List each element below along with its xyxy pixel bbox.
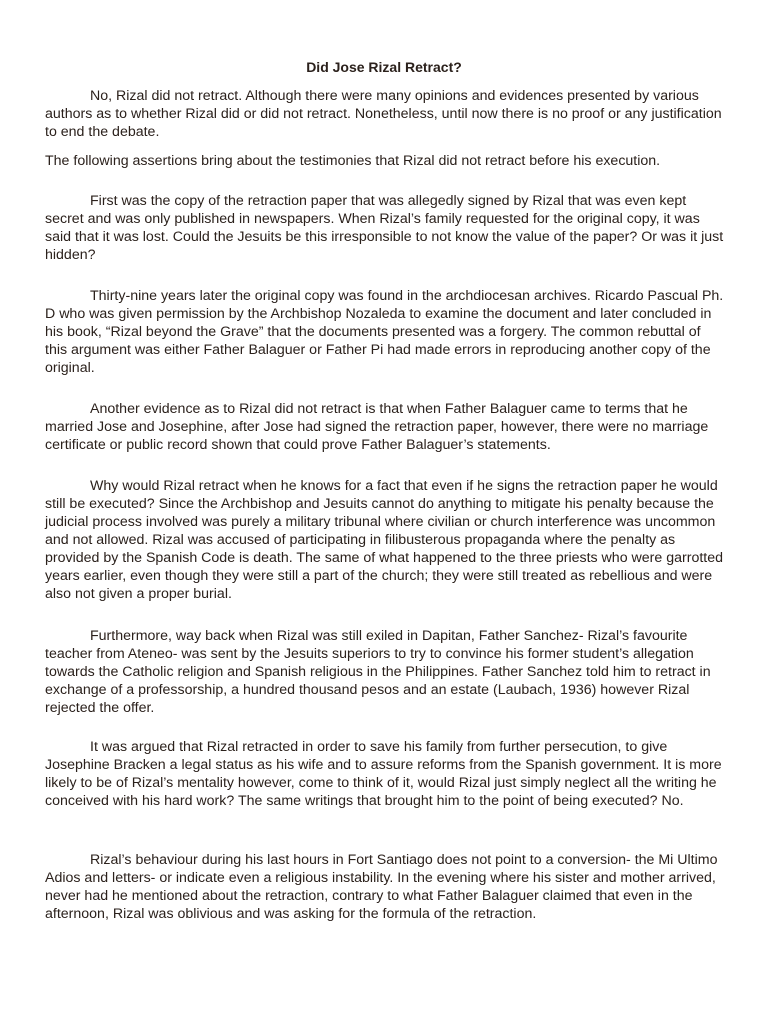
paragraph-7: Furthermore, way back when Rizal was still exiled in Dapitan, Father Sanchez- Rizal’s favourite teacher from Ateneo- was sent by the Jesuits superiors to try to convince his former student’s allegation towards the Catholic religion and Spanish religious in the Philippines. Father Sanchez told him to retract in exchange of a professorship, a hundred thousand pesos and an estate (Laubach, 1936) however Rizal rejected the offer. <box>45 628 711 716</box>
paragraph-2: The following assertions bring about the testimonies that Rizal did not retract before his execution. <box>45 153 661 169</box>
paragraph-1: No, Rizal did not retract. Although there were many opinions and evidences presented by various authors as to whether Rizal did or did not retract. Nonetheless, until now there is no proof or any justification to end the debate. <box>45 88 722 140</box>
paragraph-4: Thirty-nine years later the original copy was found in the archdiocesan archives. Ricardo Pascual Ph. D who was given permission by the Archbishop Nozaleda to examine the document and later concluded in his book, “Rizal beyond the Grave” that the documents presented was a forgery. The common rebuttal of this argument was either Father Balaguer or Father Pi had made errors in reproducing another copy of the original. <box>45 288 724 376</box>
paragraph-6: Why would Rizal retract when he knows for a fact that even if he signs the retraction paper he would still be executed? Since the Archbishop and Jesuits cannot do anything to mitigate his penalty because the judicial process involved was purely a military tribunal where civilian or church interference was uncommon and not allowed. Rizal was accused of participating in filibusterous propaganda where the penalty as provided by the Spanish Code is death. The same of what happened to the three priests who were garrotted years earlier, even though they were still a part of the church; they were still treated as rebellious and were also not given a proper burial. <box>45 478 724 602</box>
document-title: Did Jose Rizal Retract? <box>306 59 462 75</box>
paragraph-9: Rizal’s behaviour during his last hours in Fort Santiago does not point to a conversion- the Mi Ultimo Adios and letters- or indicate even a religious instability. In the evening where his sister and mother arrived, never had he mentioned about the retraction, contrary to what Father Balaguer claimed that even in the afternoon, Rizal was oblivious and was asking for the formula of the retraction. <box>45 852 718 922</box>
paragraph-3: First was the copy of the retraction paper that was allegedly signed by Rizal that was even kept secret and was only published in newspapers. When Rizal’s family requested for the original copy, it was said that it was lost. Could the Jesuits be this irresponsible to not know the value of the paper? Or was it just hidden? <box>45 193 724 263</box>
paragraph-8: It was argued that Rizal retracted in order to save his family from further persecution, to give Josephine Bracken a legal status as his wife and to assure reforms from the Spanish government. It is more likely to be of Rizal’s mentality however, come to think of it, would Rizal just simply neglect all the writing he conceived with his hard work? The same writings that brought him to the point of being executed? No. <box>45 739 722 809</box>
paragraph-5: Another evidence as to Rizal did not retract is that when Father Balaguer came to terms that he married Jose and Josephine, after Jose had signed the retraction paper, however, there were no marriage certificate or public record shown that could prove Father Balaguer’s statements. <box>45 401 709 453</box>
